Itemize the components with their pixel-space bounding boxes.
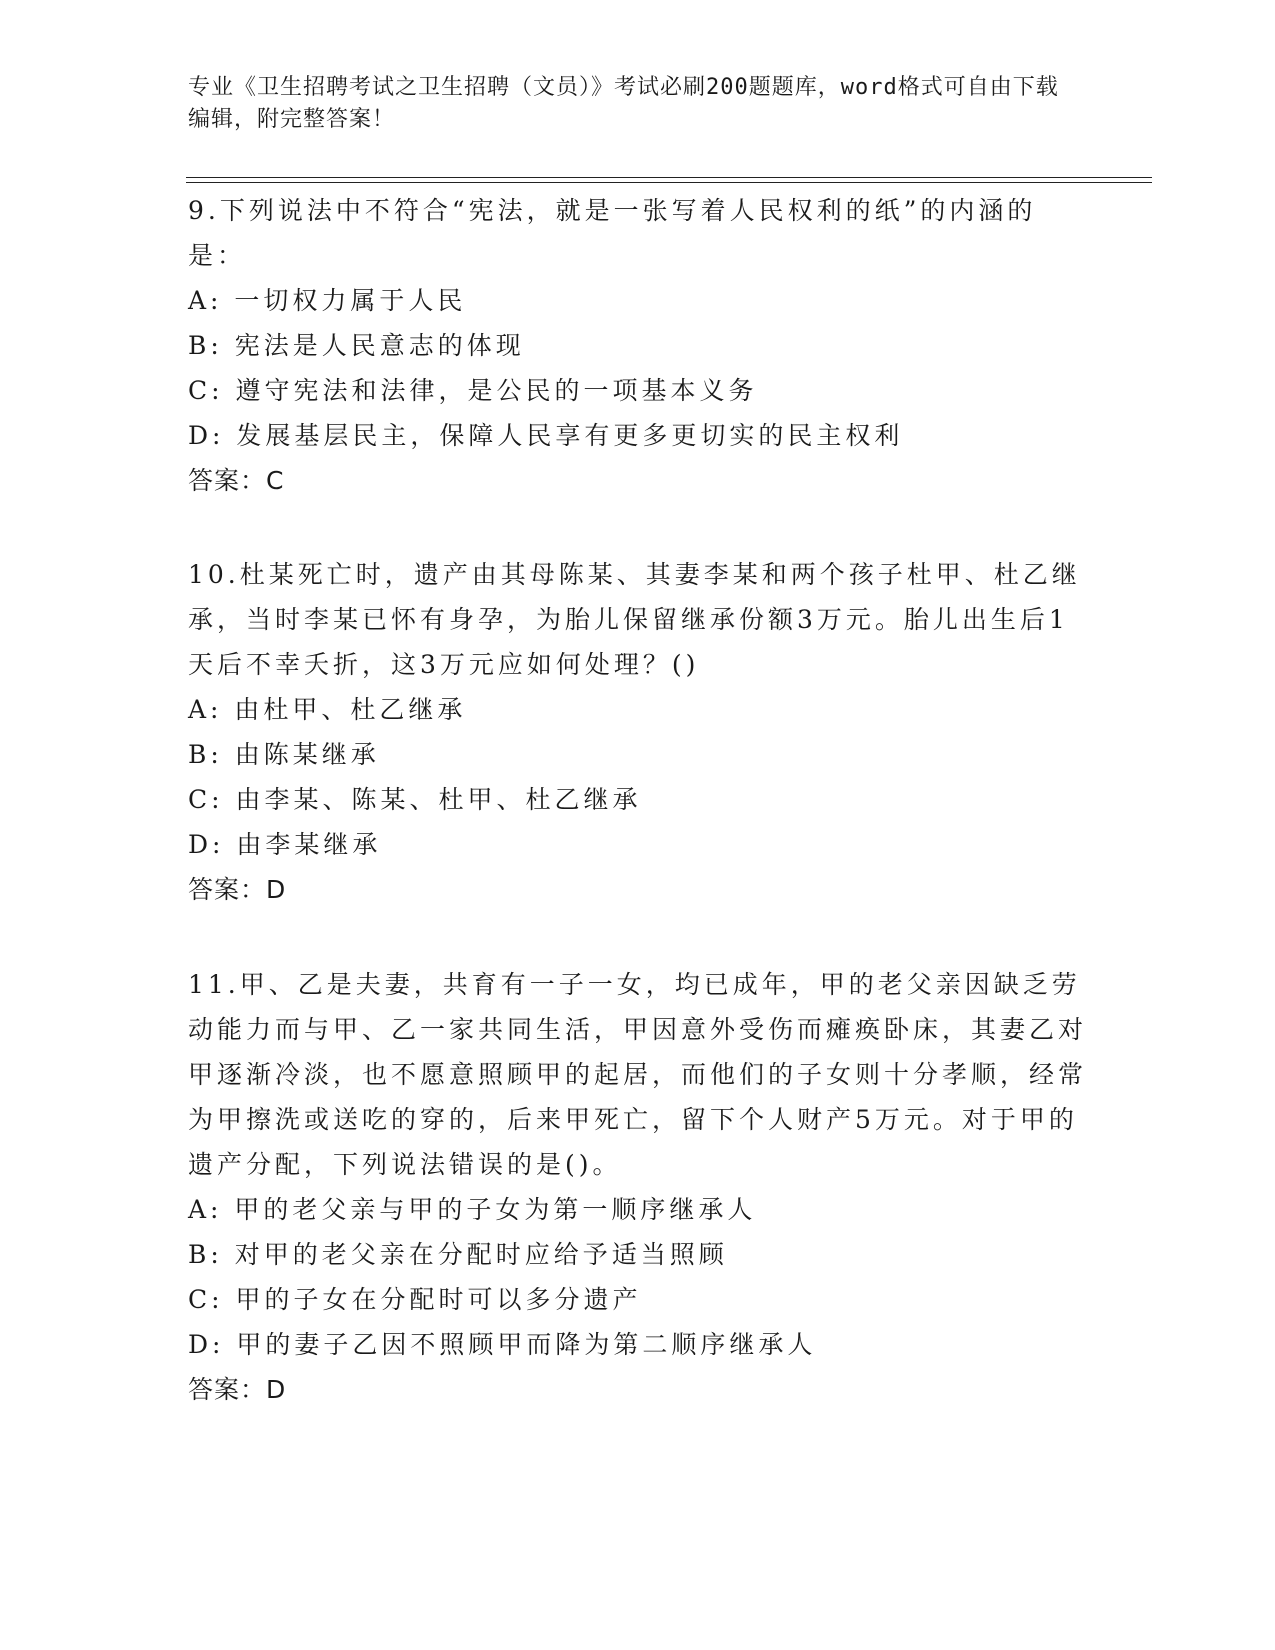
option-d: D: 由李某继承 [188,830,382,859]
option-c: C: 由李某、陈某、杜甲、杜乙继承 [188,785,642,814]
question-10 [188,552,1088,912]
option-b: B: 由陈某继承 [188,740,380,769]
option-b: B: 宪法是人民意志的体现 [188,331,525,360]
document-header: 专业《卫生招聘考试之卫生招聘（文员）》考试必刷200题题库，word格式可自由下载编辑，附完整答案！ [188,75,1059,132]
question-stem: 9.下列说法中不符合“宪法，就是一张写着人民权利的纸”的内涵的是： [188,196,1037,270]
header-rule-bottom [186,182,1152,183]
option-a: A: 一切权力属于人民 [188,286,467,315]
question-11 [188,962,1088,1412]
question-9 [188,188,1088,503]
option-c: C: 甲的子女在分配时可以多分遗产 [188,1285,642,1314]
option-d: D: 甲的妻子乙因不照顾甲而降为第二顺序继承人 [188,1330,817,1359]
answer: 答案：C [188,466,285,495]
option-b: B: 对甲的老父亲在分配时应给予适当照顾 [188,1240,728,1269]
question-stem: 10.杜某死亡时，遗产由其母陈某、其妻李某和两个孩子杜甲、杜乙继承，当时李某已怀有身孕，为胎儿保留继承份额3万元。胎儿出生后1天后不幸夭折，这3万元应如何处理？() [188,560,1081,679]
answer: 答案：D [188,875,287,904]
option-a: A: 由杜甲、杜乙继承 [188,695,467,724]
header-rule-top [186,177,1152,178]
option-a: A: 甲的老父亲与甲的子女为第一顺序继承人 [188,1195,757,1224]
option-c: C: 遵守宪法和法律，是公民的一项基本义务 [188,376,758,405]
answer: 答案：D [188,1375,287,1404]
question-stem: 11.甲、乙是夫妻，共育有一子一女，均已成年，甲的老父亲因缺乏劳动能力而与甲、乙一家共同生活，甲因意外受伤而瘫痪卧床，其妻乙对甲逐渐冷淡，也不愿意照顾甲的起居，而他们的子女则十分孝顺，经常为甲擦洗或送吃的穿的，后来甲死亡，留下个人财产5万元。对于甲的遗产分配，下列说法错误的是()。 [188,970,1088,1179]
option-d: D: 发展基层民主，保障人民享有更多更切实的民主权利 [188,421,904,450]
